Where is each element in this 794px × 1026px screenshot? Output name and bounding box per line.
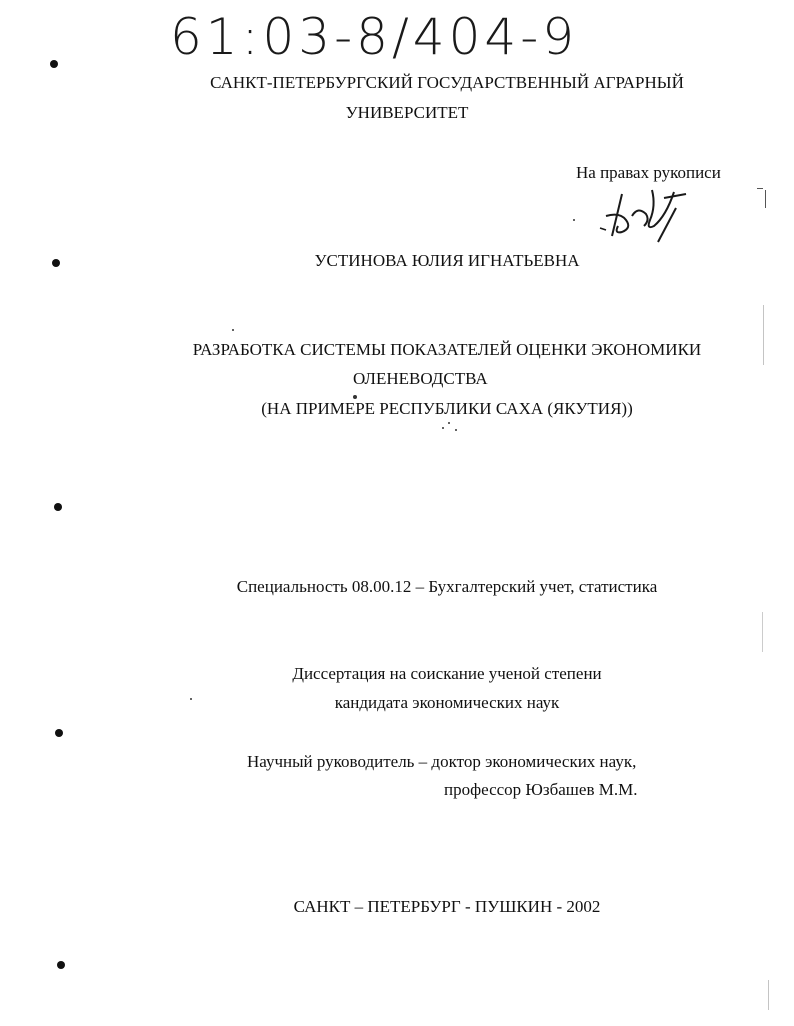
- scan-artifact: [768, 980, 769, 1010]
- thesis-title-line-3: (НА ПРИМЕРЕ РЕСПУБЛИКИ САХА (ЯКУТИЯ)): [261, 399, 633, 418]
- degree-line-2: кандидата экономических наук: [334, 693, 560, 712]
- scan-artifact: [455, 429, 457, 431]
- scan-artifact: [232, 329, 234, 331]
- place-and-year: САНКТ – ПЕТЕРБУРГ - ПУШКИН - 2002: [293, 897, 601, 916]
- manuscript-rights-note: На правах рукописи: [576, 163, 721, 182]
- scan-artifact: [442, 427, 444, 429]
- binding-hole-mark: [52, 259, 60, 267]
- scan-artifact: [763, 305, 764, 365]
- university-name-line-1: САНКТ-ПЕТЕРБУРГСКИЙ ГОСУДАРСТВЕННЫЙ АГРАРНЫЙ: [210, 73, 684, 92]
- scan-artifact: [757, 188, 763, 189]
- signature: [592, 186, 702, 246]
- thesis-title-line-1: РАЗРАБОТКА СИСТЕМЫ ПОКАЗАТЕЛЕЙ ОЦЕНКИ ЭКОНОМИКИ: [192, 340, 702, 359]
- author-name: УСТИНОВА ЮЛИЯ ИГНАТЬЕВНА: [314, 251, 580, 270]
- degree-line-1: Диссертация на соискание ученой степени: [292, 664, 602, 683]
- scan-artifact: [190, 698, 192, 700]
- university-name-line-2: УНИВЕРСИТЕТ: [345, 103, 469, 122]
- archive-code-text: 61:03-8/404-9: [170, 8, 579, 66]
- specialty: Специальность 08.00.12 – Бухгалтерский учет, статистика: [236, 577, 658, 596]
- binding-hole-mark: [54, 503, 62, 511]
- binding-hole-mark: [57, 961, 65, 969]
- handwritten-archive-code: [168, 2, 598, 66]
- supervisor-line-1: Научный руководитель – доктор экономических наук,: [247, 752, 637, 771]
- scan-artifact: [765, 190, 766, 208]
- scan-artifact: [448, 422, 450, 424]
- binding-hole-mark: [55, 729, 63, 737]
- scan-artifact: [573, 219, 575, 221]
- supervisor-line-2: профессор Юзбашев М.М.: [444, 780, 638, 799]
- binding-hole-mark: [50, 60, 58, 68]
- thesis-title-line-2: ОЛЕНЕВОДСТВА: [353, 369, 488, 388]
- scan-artifact: [762, 612, 763, 652]
